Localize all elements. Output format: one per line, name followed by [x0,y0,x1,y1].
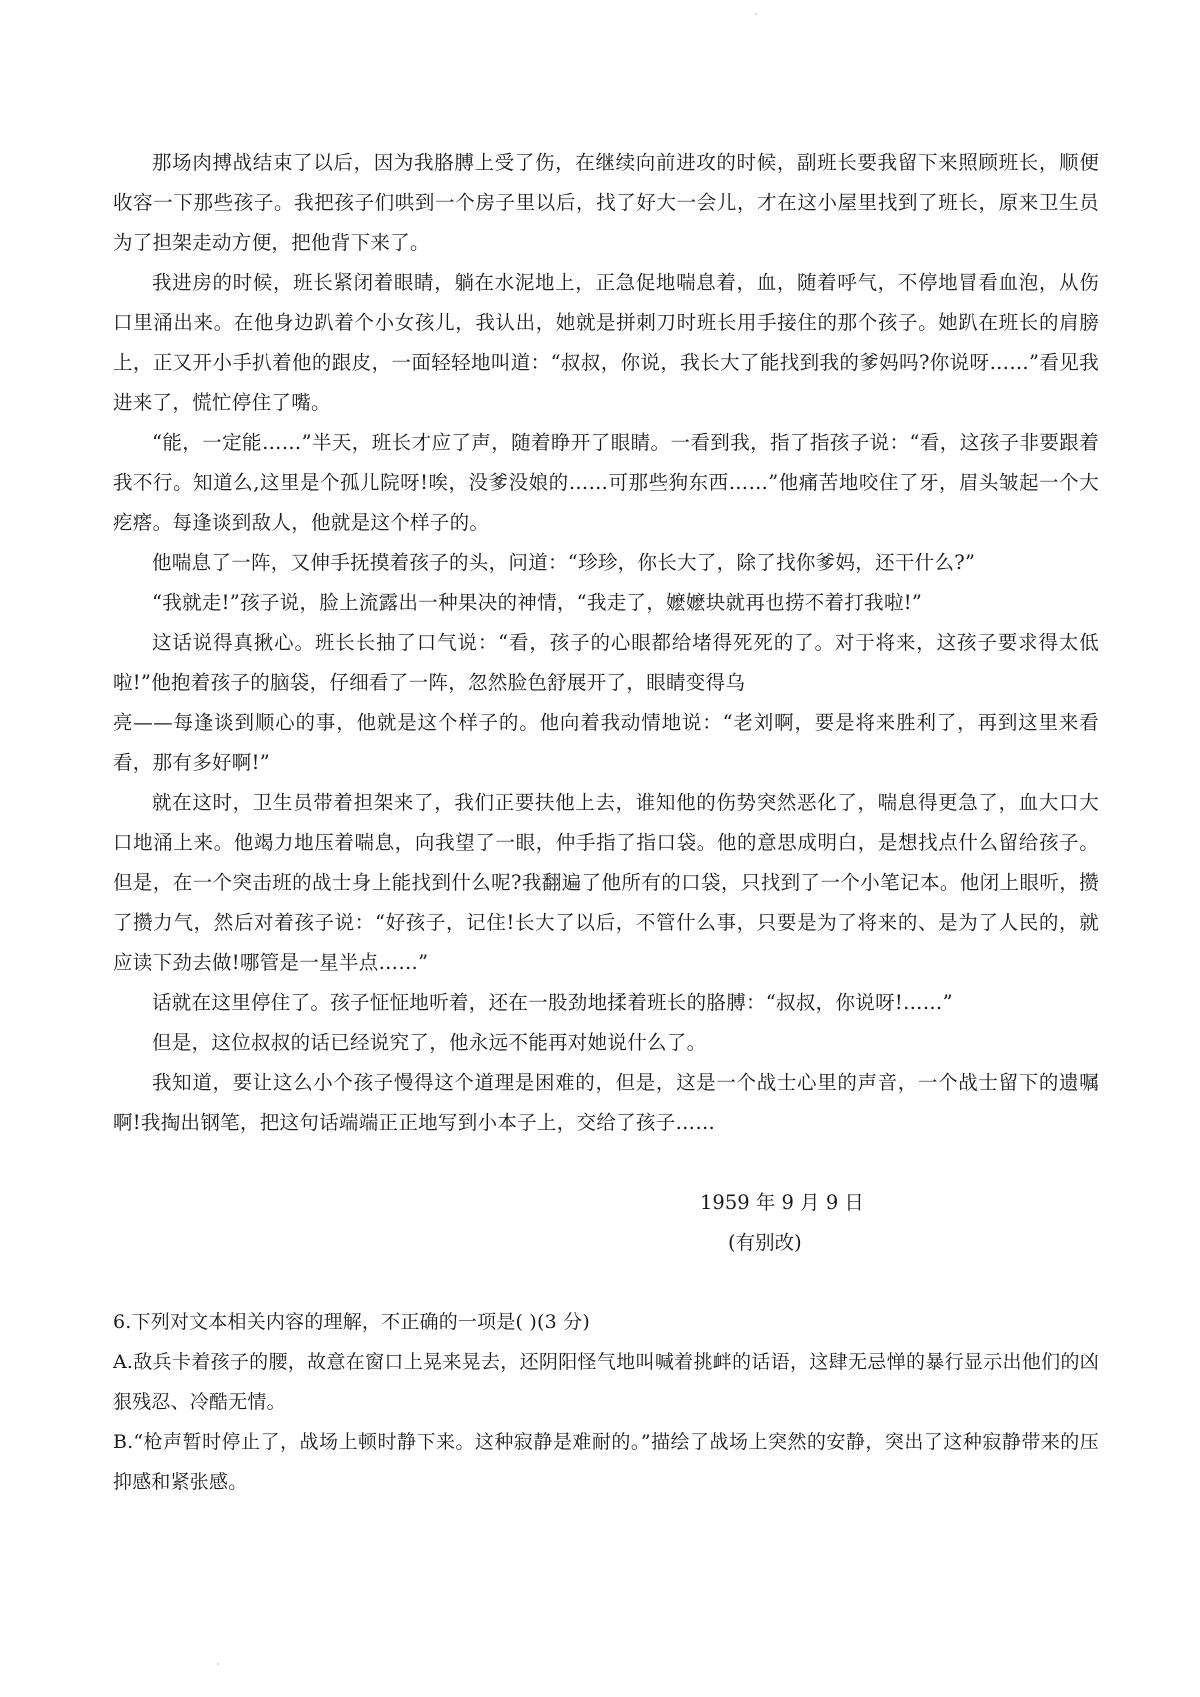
story-paragraph: 我进房的时候，班长紧闭着眼睛，躺在水泥地上，正急促地喘息着，血，随着呼气，不停地冒看血泡，从伤口里涌出来。在他身边趴着个小女孩儿，我认出，她就是拼刺刀时班长用手接住的那个孩子。她趴在班长的肩膀上，正又开小手扒着他的跟皮，一面轻轻地叫道：“叔叔，你说，我长大了能找到我的爹妈吗?你说呀……”看见我进来了，慌忙停住了嘴。 [113,271,1099,414]
adaptation-note: (有别改) [728,1231,802,1254]
story-paragraph: 他喘息了一阵，又伸手抚摸着孩子的头，问道：“珍珍，你长大了，除了找你爹妈，还干什么?” [152,551,976,574]
story-paragraph: 那场肉搏战结束了以后，因为我胳膊上受了伤，在继续向前进攻的时候，副班长要我留下来照顾班长，顺便收容一下那些孩子。我把孩子们哄到一个房子里以后，找了好大一会儿，才在这小屋里找到了班长，原来卫生员为了担架走动方便，把他背下来了。 [113,151,1099,254]
question-section [113,1302,1099,1502]
story-paragraph-continued: 亮——每逢谈到顺心的事，他就是这个样子的。他向着我动情地说：“老刘啊，要是将来胜利了，再到这里来看看，那有多好啊!” [113,711,1099,774]
story-paragraph: 但是，这位叔叔的话已经说究了，他永远不能再对她说什么了。 [152,1031,707,1054]
story-paragraph: 这话说得真揪心。班长长抽了口气说：“看，孩子的心眼都给堵得死死的了。对于将来，这孩子要求得太低啦!”他抱着孩子的脑袋，仔细看了一阵，忽然脸色舒展开了，眼睛变得乌 [113,631,1099,694]
question-stem: 6.下列对文本相关内容的理解，不正确的一项是( )(3 分) [113,1311,590,1333]
answer-option-b: B.“枪声暂时停止了，战场上顿时静下来。这种寂静是难耐的。”描绘了战场上突然的安静，突出了这种寂静带来的压抑感和紧张感。 [113,1431,1099,1493]
story-date: 1959 年 9 月 9 日 [700,1191,864,1214]
story-paragraph: 话就在这里停住了。孩子怔怔地听着，还在一股劲地揉着班长的胳膊：“叔叔，你说呀!……” [152,991,953,1014]
story-text [113,143,1099,1143]
story-paragraph: 我知道，要让这么小个孩子慢得这个道理是困难的，但是，这是一个战士心里的声音，一个战士留下的遗嘱啊!我掏出钢笔，把这句话端端正正地写到小本子上，交给了孩子…… [113,1071,1099,1134]
story-paragraph: “我就走!”孩子说，脸上流露出一种果决的神情，“我走了，嬷嬷块就再也捞不着打我啦!” [152,591,923,614]
scan-speck [217,1663,219,1665]
story-paragraph: “能，一定能……”半天，班长才应了声，随着睁开了眼睛。一看到我，指了指孩子说：“看，这孩子非要跟着我不行。知道么,这里是个孤儿院呀!唉，没爹没娘的……可那些狗东西……”他痛苦地咬住了牙，眉头皱起一个大疙瘩。每逢谈到敌人，他就是这个样子的。 [113,431,1099,534]
scan-speck [755,13,757,15]
story-paragraph: 就在这时，卫生员带着担架来了，我们正要扶他上去，谁知他的伤势突然恶化了，喘息得更急了，血大口大口地涌上来。他竭力地压着喘息，向我望了一眼，仲手指了指口袋。他的意思成明白，是想找点什么留给孩子。但是，在一个突击班的战士身上能找到什么呢?我翻遍了他所有的口袋，只找到了一个小笔记本。他闭上眼听，攒了攒力气，然后对着孩子说：“好孩子，记住!长大了以后，不管什么事，只要是为了将来的、是为了人民的，就应读下劲去做!哪管是一星半点……” [113,791,1099,974]
answer-option-a: A.敌兵卡着孩子的腰，故意在窗口上晃来晃去，还阴阳怪气地叫喊着挑衅的话语，这肆无忌惮的暴行显示出他们的凶狠残忍、冷酷无情。 [113,1351,1099,1413]
